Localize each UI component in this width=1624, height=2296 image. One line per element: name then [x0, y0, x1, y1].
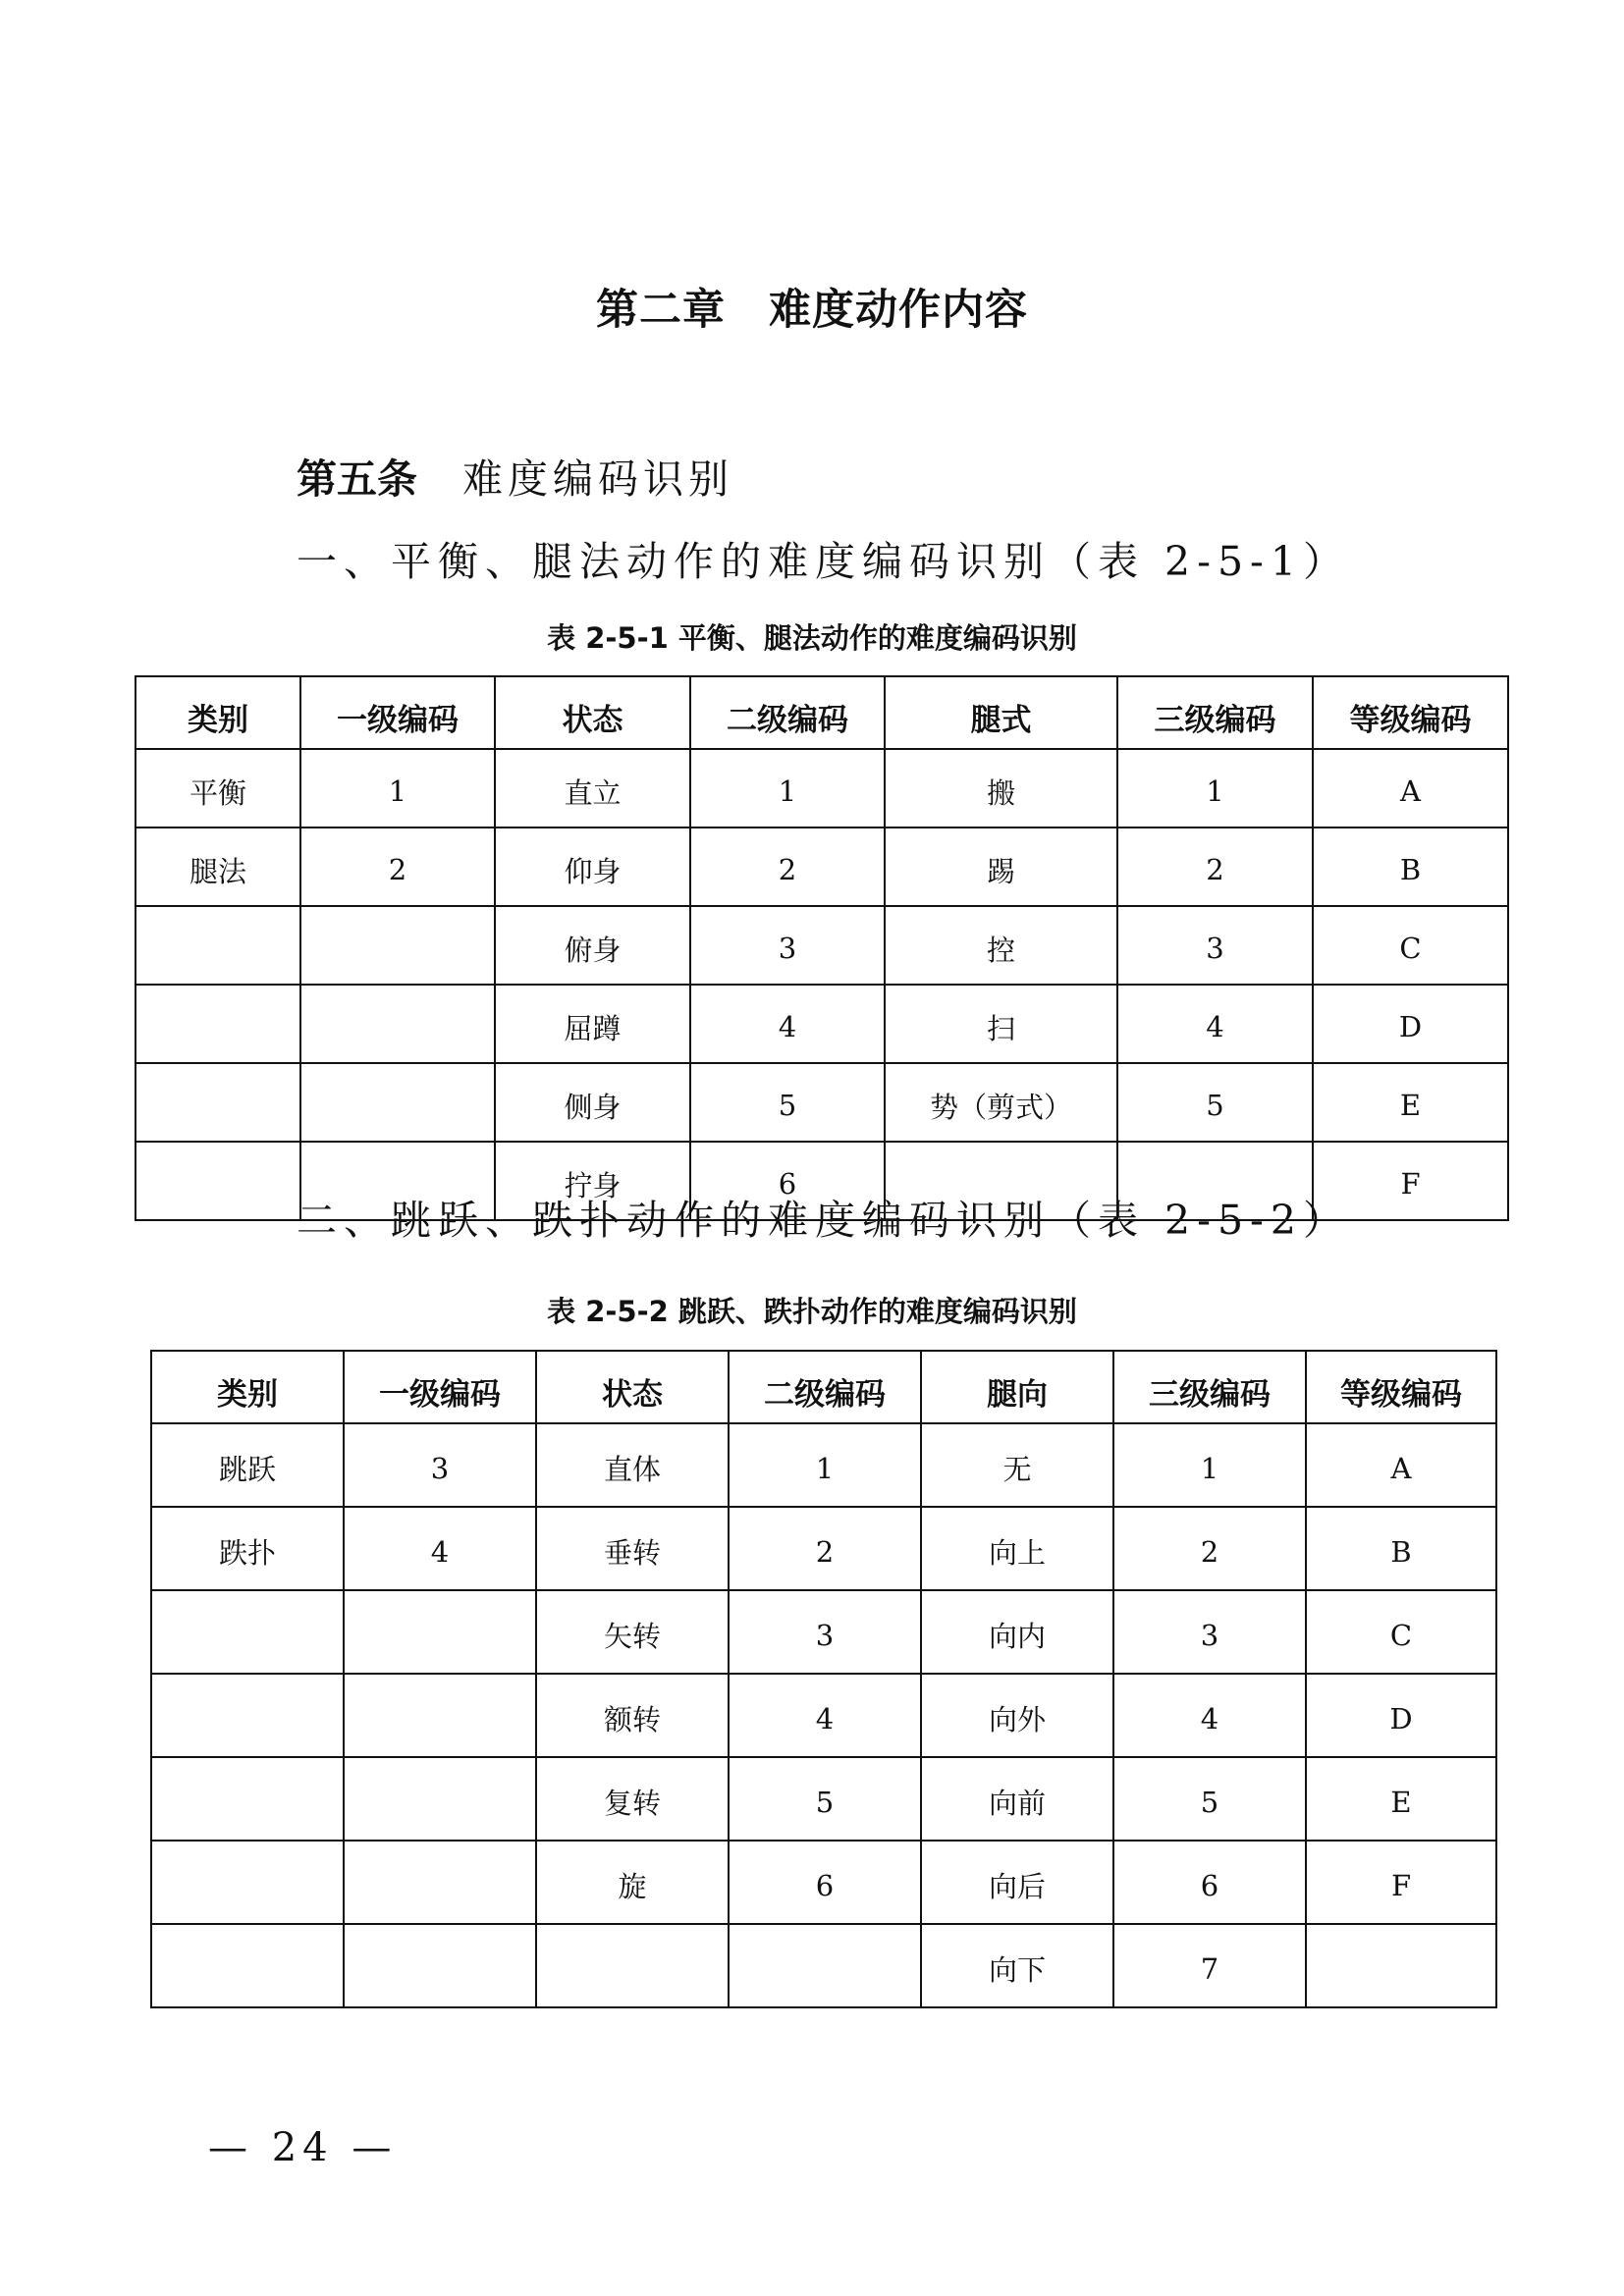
- article-title: 难度编码识别: [462, 455, 733, 503]
- table-cell: [151, 1590, 344, 1674]
- header-cell: 三级编码: [1113, 1351, 1306, 1423]
- header-cell: 状态: [536, 1351, 729, 1423]
- table-cell: 3: [729, 1590, 921, 1674]
- table-cell: 3: [344, 1423, 536, 1507]
- header-cell: 腿向: [921, 1351, 1113, 1423]
- table-cell: 6: [1113, 1841, 1306, 1924]
- table-cell: [729, 1924, 921, 2007]
- table-cell: 矢转: [536, 1590, 729, 1674]
- header-cell: 等级编码: [1313, 676, 1508, 749]
- table-cell: 4: [690, 985, 885, 1063]
- header-cell: 类别: [151, 1351, 344, 1423]
- table-cell: 控: [885, 906, 1117, 985]
- table-cell: B: [1313, 828, 1508, 906]
- table-cell: [536, 1924, 729, 2007]
- table-cell: 4: [1117, 985, 1313, 1063]
- table-cell: 2: [300, 828, 495, 906]
- header-cell: 二级编码: [690, 676, 885, 749]
- section-heading-1: 一、平衡、腿法动作的难度编码识别（表 2-5-1）: [297, 538, 1350, 585]
- table-row: [151, 1924, 1496, 2007]
- table-cell: 2: [690, 828, 885, 906]
- table-cell: 1: [1117, 749, 1313, 828]
- table-cell: 扫: [885, 985, 1117, 1063]
- header-cell: 腿式: [885, 676, 1117, 749]
- table-cell: 直立: [495, 749, 690, 828]
- table-cell: 6: [729, 1841, 921, 1924]
- header-cell: 类别: [135, 676, 300, 749]
- table-cell: 复转: [536, 1757, 729, 1841]
- table-cell: [151, 1841, 344, 1924]
- table-cell: 屈蹲: [495, 985, 690, 1063]
- article-number: 第五条: [297, 455, 417, 503]
- table-cell: [151, 1674, 344, 1757]
- table-row: [151, 1590, 1496, 1674]
- table-cell: C: [1306, 1590, 1496, 1674]
- header-cell: 一级编码: [300, 676, 495, 749]
- table-cell: B: [1306, 1507, 1496, 1590]
- table-cell: E: [1306, 1757, 1496, 1841]
- table-cell: 搬: [885, 749, 1117, 828]
- table-cell: 跳跃: [151, 1423, 344, 1507]
- table-cell: [344, 1757, 536, 1841]
- table-cell: 跌扑: [151, 1507, 344, 1590]
- table-cell: 2: [729, 1507, 921, 1590]
- table-cell: 向下: [921, 1924, 1113, 2007]
- table-cell: 拧身: [495, 1142, 690, 1220]
- header-cell: 二级编码: [729, 1351, 921, 1423]
- table-cell: 1: [300, 749, 495, 828]
- table-row: [151, 1507, 1496, 1590]
- table-cell: 1: [1113, 1423, 1306, 1507]
- table-cell: 垂转: [536, 1507, 729, 1590]
- table-cell: [135, 1142, 300, 1220]
- table-cell: 向外: [921, 1674, 1113, 1757]
- table-cell: 势（剪式）: [885, 1063, 1117, 1142]
- table-cell: 5: [1113, 1757, 1306, 1841]
- table-cell: 侧身: [495, 1063, 690, 1142]
- table-cell: [300, 906, 495, 985]
- table-cell: [135, 985, 300, 1063]
- article-line: [297, 447, 733, 505]
- table-cell: [344, 1841, 536, 1924]
- table-row: [151, 1674, 1496, 1757]
- table-cell: [344, 1924, 536, 2007]
- table-cell: 直体: [536, 1423, 729, 1507]
- table-cell: D: [1313, 985, 1508, 1063]
- table-cell: [151, 1924, 344, 2007]
- chapter-title: 第二章 难度动作内容: [596, 286, 1028, 335]
- page-number: — 24 —: [208, 2125, 398, 2170]
- table-cell: 仰身: [495, 828, 690, 906]
- table-cell: [300, 1063, 495, 1142]
- table-cell: C: [1313, 906, 1508, 985]
- table-cell: F: [1306, 1841, 1496, 1924]
- table-row: [151, 1757, 1496, 1841]
- table-row: [135, 985, 1508, 1063]
- table-cell: 额转: [536, 1674, 729, 1757]
- table-row: [151, 1841, 1496, 1924]
- header-cell: 一级编码: [344, 1351, 536, 1423]
- table-cell: 旋: [536, 1841, 729, 1924]
- table-cell: [135, 1063, 300, 1142]
- table-cell: 向上: [921, 1507, 1113, 1590]
- table-cell: 6: [690, 1142, 885, 1220]
- table-cell: 3: [1117, 906, 1313, 985]
- table-cell: 1: [729, 1423, 921, 1507]
- difficulty-code-table-1: [135, 675, 1509, 1221]
- table-cell: D: [1306, 1674, 1496, 1757]
- table-cell: 平衡: [135, 749, 300, 828]
- table-cell: [151, 1757, 344, 1841]
- table-cell: A: [1306, 1423, 1496, 1507]
- table-cell: 1: [690, 749, 885, 828]
- table-cell: 5: [729, 1757, 921, 1841]
- table-cell: 2: [1113, 1507, 1306, 1590]
- table-cell: 踢: [885, 828, 1117, 906]
- table-cell: 向后: [921, 1841, 1113, 1924]
- table-cell: 2: [1117, 828, 1313, 906]
- table-cell: 5: [1117, 1063, 1313, 1142]
- section-heading-2: 二、跳跃、跌扑动作的难度编码识别（表 2-5-2）: [297, 1197, 1350, 1244]
- table-cell: 无: [921, 1423, 1113, 1507]
- table-cell: [135, 906, 300, 985]
- header-cell: 三级编码: [1117, 676, 1313, 749]
- table-cell: A: [1313, 749, 1508, 828]
- table-cell: 5: [690, 1063, 885, 1142]
- table-cell: 腿法: [135, 828, 300, 906]
- table-row: [151, 1423, 1496, 1507]
- table-cell: 向前: [921, 1757, 1113, 1841]
- table-caption-1: 表 2-5-1 平衡、腿法动作的难度编码识别: [547, 621, 1077, 655]
- table-cell: [1306, 1924, 1496, 2007]
- table-cell: 向内: [921, 1590, 1113, 1674]
- table-cell: 3: [690, 906, 885, 985]
- header-cell: 等级编码: [1306, 1351, 1496, 1423]
- table-cell: 7: [1113, 1924, 1306, 2007]
- table-row: [135, 906, 1508, 985]
- header-cell: 状态: [495, 676, 690, 749]
- table-row: [135, 1063, 1508, 1142]
- table-cell: E: [1313, 1063, 1508, 1142]
- table-row: [135, 749, 1508, 828]
- table-cell: 4: [1113, 1674, 1306, 1757]
- table-cell: [344, 1674, 536, 1757]
- table-row: [135, 828, 1508, 906]
- table-cell: F: [1313, 1142, 1508, 1220]
- table-cell: 3: [1113, 1590, 1306, 1674]
- table-cell: [344, 1590, 536, 1674]
- table-cell: 俯身: [495, 906, 690, 985]
- table-header-row: [151, 1351, 1496, 1423]
- table-header-row: [135, 676, 1508, 749]
- difficulty-code-table-2: [150, 1350, 1497, 2008]
- table-cell: [300, 985, 495, 1063]
- table-caption-2: 表 2-5-2 跳跃、跌扑动作的难度编码识别: [547, 1295, 1077, 1328]
- table-cell: 4: [729, 1674, 921, 1757]
- table-cell: 4: [344, 1507, 536, 1590]
